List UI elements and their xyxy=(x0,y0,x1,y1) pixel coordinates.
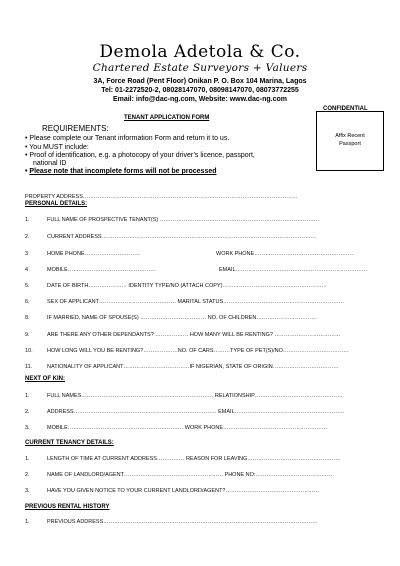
email-field[interactable]: EMAIL……………………………………………………………… xyxy=(219,267,368,273)
firm-address: 3A, Force Road (Pent Floor) Onikan P. O. Box 104 Marina, Lagos xyxy=(93,78,307,85)
row-text: HOME PHONE………………………… xyxy=(47,251,140,257)
row-text: LENGTH OF TIME AT CURRENT ADDRESS…………… REASON FOR LEAVING…………………………………………… xyxy=(47,456,341,462)
row-text: PREVIOUS ADDRESS……………………………………………………………………………………………………… xyxy=(47,519,318,525)
requirement-item: • Please complete our Tenant information Form and return it to us. xyxy=(25,135,230,142)
requirement-warning: • Please note that incomplete forms will not be processed xyxy=(25,168,217,175)
firm-name: Demola Adetola & Co. xyxy=(99,42,301,62)
row-text: CURRENT ADDRESS……………………………………………………………………………………………………… xyxy=(47,234,317,240)
requirement-text: Proof of identification, e.g. a photocopy of your driver’s licence, passport, xyxy=(29,152,255,159)
row-text: IF MARRIED, NAME OF SPOUSE(S) ……………………………… NO. OF CHILDREN…………………………… xyxy=(47,315,317,321)
photo-box-label: Passport xyxy=(339,141,361,147)
requirement-text: You MUST include: xyxy=(29,144,89,151)
requirement-item: • You MUST include: xyxy=(25,144,89,151)
work-phone-field[interactable]: WORK PHONE……………………………………………… xyxy=(216,251,354,257)
kin-name-field[interactable] xyxy=(25,393,343,399)
kin-address-field[interactable] xyxy=(25,409,345,415)
sex-marital-field[interactable] xyxy=(25,299,344,305)
row-text: ADDRESS…………………………………………………………………… EMAIL…………………………………………………… xyxy=(47,409,345,415)
row-number: 1. xyxy=(25,217,30,223)
kin-mobile-field[interactable] xyxy=(25,425,328,431)
requirement-warning-text: Please note that incomplete forms will not be processed xyxy=(29,168,217,175)
requirement-text: Please complete our Tenant information Form and return it to us. xyxy=(29,135,230,142)
row-text: FULL NAMES……………………………………………………………… RELATIONSHIP………………………………………… xyxy=(47,393,343,399)
row-text: HAVE YOU GIVEN NOTICE TO YOUR CURRENT LANDLORD/AGENT?…………………………………………… xyxy=(47,488,319,494)
row-text: SEX OF APPLICANT…………………………………… MARITAL STATUS………………………………………………………… xyxy=(47,299,345,305)
spouse-field[interactable] xyxy=(25,315,317,321)
row-number: 11. xyxy=(25,364,33,370)
personal-details-heading: PERSONAL DETAILS: xyxy=(25,201,88,207)
confidential-label: CONFIDENTIAL xyxy=(323,106,368,112)
requirement-item: • Proof of identification, e.g. a photocopy of your driver’s licence, passport, xyxy=(25,152,255,159)
date-of-birth-field[interactable] xyxy=(25,283,327,289)
tenancy-length-field[interactable] xyxy=(25,456,341,462)
previous-address-field[interactable] xyxy=(25,519,318,525)
home-phone-field[interactable] xyxy=(25,251,140,257)
row-number: 5. xyxy=(25,283,30,289)
row-number: 1. xyxy=(25,456,30,462)
passport-photo-box[interactable] xyxy=(316,111,384,171)
firm-telephone: Tel: 01-2272520-2, 08028147070, 08098147070, 08073772255 xyxy=(101,87,299,94)
row-number: 3. xyxy=(25,425,30,431)
mobile-field[interactable] xyxy=(25,267,156,273)
property-address-field[interactable]: PROPERTY ADDRESS……………………………………………………………………………………………………… xyxy=(25,194,298,200)
requirement-text: national ID xyxy=(33,160,67,167)
landlord-field[interactable] xyxy=(25,472,332,478)
row-number: 6. xyxy=(25,299,30,305)
row-number: 2. xyxy=(25,472,30,478)
photo-box-label: Affix Recent xyxy=(335,133,365,139)
row-number: 4 xyxy=(25,267,29,273)
row-text: DATE OF BIRTH………………… IDENTITY TYPE/NO (ATTACH COPY)………………………………………………… xyxy=(47,283,327,289)
firm-subtitle: Chartered Estate Surveyors + Valuers xyxy=(92,62,308,74)
dependants-field[interactable] xyxy=(25,332,340,338)
previous-rental-heading: PREVIOUS RENTAL HISTORY xyxy=(25,504,110,510)
row-text: NAME OF LANDLORD/AGENT……………………………………………… PHONE NO:…………………………………… xyxy=(47,472,333,478)
row-text: MOBILE……………………………………………………… WORK PHONE………………………………………………… xyxy=(47,425,328,431)
row-number: 2. xyxy=(25,234,30,240)
row-number: 2. xyxy=(25,409,30,415)
row-number: 9. xyxy=(25,332,30,338)
full-name-field[interactable] xyxy=(25,217,319,223)
row-number: 1. xyxy=(25,393,30,399)
row-text: ARE THERE ANY OTHER DEPENDANTS? ……………… HOW MANY WILL BE RENTING? ……………………………… xyxy=(47,332,341,338)
current-address-field[interactable] xyxy=(25,234,316,240)
notice-field[interactable] xyxy=(25,488,319,494)
row-text: FULL NAME OF PROSPECTIVE TENANT(S) …………………………………………………………………………… xyxy=(47,217,320,223)
requirements-heading: REQUIREMENTS: xyxy=(42,124,109,133)
rental-duration-field[interactable] xyxy=(25,348,349,354)
row-number: 8. xyxy=(25,315,30,321)
row-text: HOW LONG WILL YOU BE RENTING?……………….NO. OF CARS………TYPE OF PET(S)/NO……………………………… xyxy=(47,348,349,354)
row-number: 10. xyxy=(25,348,33,354)
nationality-field[interactable] xyxy=(25,364,339,370)
current-tenancy-heading: CURRENT TENANCY DETAILS: xyxy=(25,440,114,446)
row-number: 1. xyxy=(25,519,30,525)
row-number: 3. xyxy=(25,488,30,494)
row-text: NATIONALITY OF APPLICANT………………………………IF NIGERIAN, STATE OF ORIGIN……………………………… xyxy=(47,364,339,370)
row-number: 3 xyxy=(25,251,29,257)
form-title: TENANT APPLICATION FORM xyxy=(124,115,210,121)
next-of-kin-heading: NEXT OF KIN: xyxy=(25,376,65,382)
row-text: MOBILE………………………………………… xyxy=(47,267,156,273)
firm-email: Email: info@dac-ng.com, Website: www.dac-ng.com xyxy=(112,96,288,103)
